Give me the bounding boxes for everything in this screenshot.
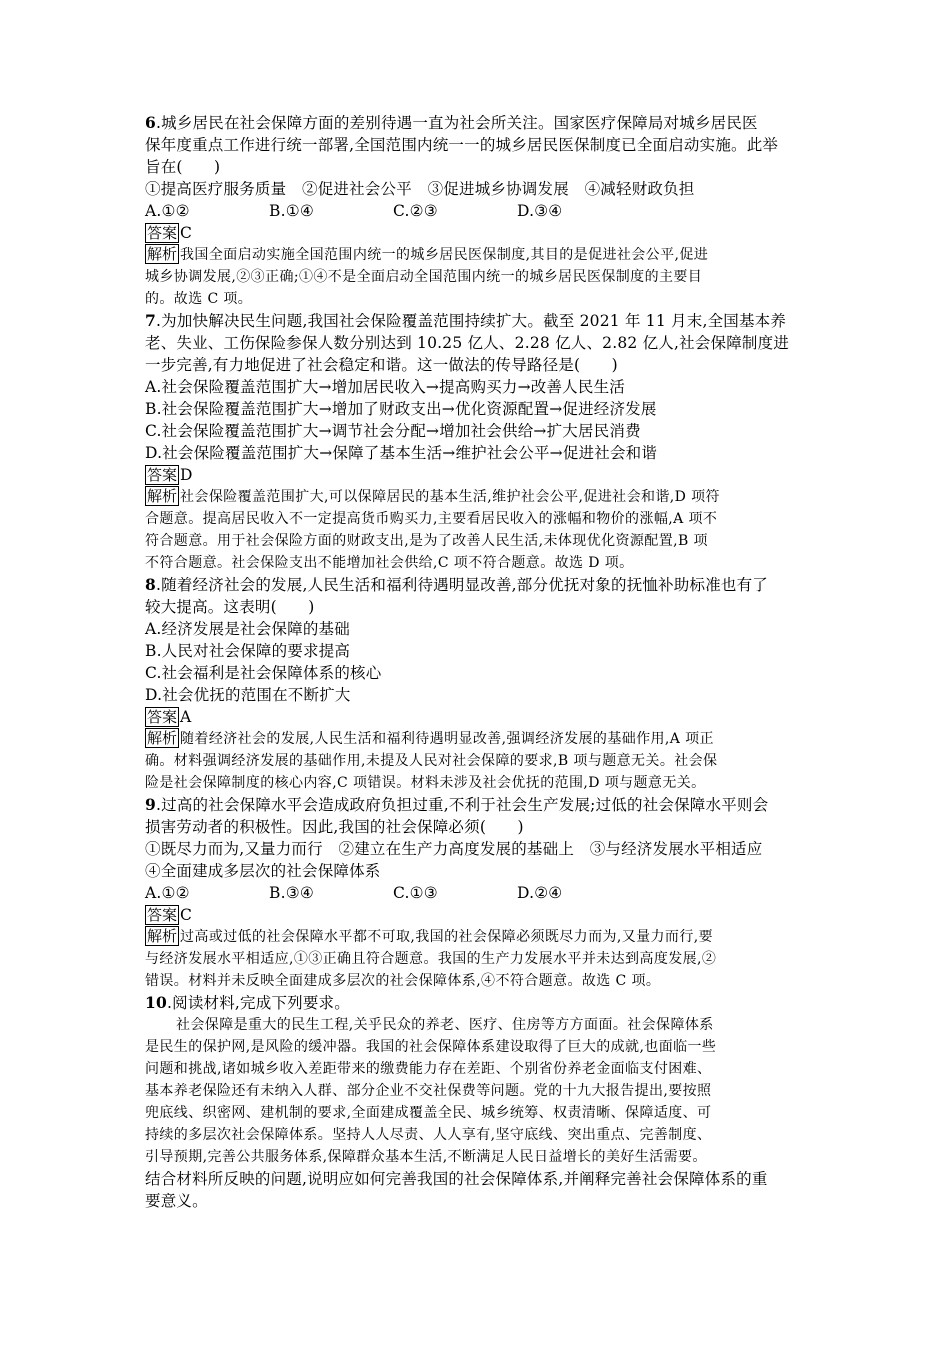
- option-d: D.②④: [517, 884, 563, 902]
- question-text: 旨在( ): [145, 158, 221, 176]
- question-number: 9: [145, 795, 156, 814]
- answer-value: D: [180, 466, 193, 484]
- analysis-line: 的。故选 C 项。: [145, 291, 253, 307]
- answer-line: [145, 222, 813, 244]
- answer-tag: 答案: [147, 708, 178, 726]
- analysis-line: 符合题意。用于社会保险方面的财政支出,是为了改善人民生活,未体现优化资源配置,B 项: [145, 533, 708, 549]
- question-text: 保年度重点工作进行统一部署,全国范围内统一一的城乡居民医保制度已全面启动实施。此举: [145, 136, 779, 154]
- material-text: 问题和挑战,诸如城乡收入差距带来的缴费能力存在差距、个别省份养老金面临支付困难、: [145, 1061, 712, 1077]
- answer-value: C: [180, 224, 193, 242]
- question-text: 为加快解决民生问题,我国社会保险覆盖范围持续扩大。截至 2021 年 11 月末,全国基本养: [161, 312, 787, 330]
- question-text: 城乡居民在社会保障方面的差别待遇一直为社会所关注。国家医疗保障局对城乡居民医: [161, 114, 758, 132]
- option-d: D.③④: [517, 202, 563, 220]
- answer-line: [145, 464, 813, 486]
- question-9: 9.过高的社会保障水平会造成政府负担过重,不利于社会生产发展;过低的社会保障水平则会 损害劳动者的积极性。因此,我国的社会保障必须( ) ①既尽力而为,又量力而行 ②建立在生产力高度发展的基础上 ③与经济发展水平相适应 ④全面建成多层次的社会保障体系 A.①② B.③④ C.①③ D.②④ 答案 C 解析 过高或过低的社会保障水平都不可取,我国的社会保障必须既尽力而为,又量力而行,要 与经济发展水平相适应,①③正确且符合题意。我国的生产力发展水平并未达到高度发展,② 错误。材料并未反映全面建成多层次的社会保障体系,④不符合题意。故选 C 项。: [145, 794, 813, 992]
- analysis-line: 解析 社会保险覆盖范围扩大,可以保障居民的基本生活,维护社会公平,促进社会和谐,D 项符: [147, 487, 720, 505]
- answer-tag: 答案: [147, 466, 178, 484]
- analysis-line: 不符合题意。社会保险支出不能增加社会供给,C 项不符合题意。故选 D 项。: [145, 555, 634, 571]
- question-text: 较大提高。这表明( ): [145, 598, 315, 616]
- question-7: 7.为加快解决民生问题,我国社会保险覆盖范围持续扩大。截至 2021 年 11 月末,全国基本养 老、失业、工伤保险参保人数分别达到 10.25 亿人、2.28 亿人、2.82 亿人,社会保障制度进 一步完善,有力地促进了社会稳定和谐。这一做法的传导路径是( ) A.社会保险覆盖范围扩大→增加居民收入→提高购买力→改善人民生活 B.社会保险覆盖范围扩大→增加了财政支出→优化资源配置→促进经济发展 C.社会保险覆盖范围扩大→调节社会分配→增加社会供给→扩大居民消费 D.社会保险覆盖范围扩大→保障了基本生活→维护社会公平→促进社会和谐 答案 D 解析 社会保险覆盖范围扩大,可以保障居民的基本生活,维护社会公平,促进社会和谐,D 项符 合题意。提高居民收入不一定提高货币购买力,主要看居民收入的涨幅和物价的涨幅,A 项不 符合题意。用于社会保险方面的财政支出,是为了改善人民生活,未体现优化资源配置,B 项 不符合题意。社会保险支出不能增加社会供给,C 项不符合题意。故选 D 项。: [145, 310, 813, 574]
- option-c: C.①③: [393, 884, 438, 902]
- option-a: A.①②: [145, 884, 190, 902]
- material-text: 社会保障是重大的民生工程,关乎民众的养老、医疗、住房等方方面面。社会保障体系: [176, 1017, 714, 1033]
- analysis-line: 与经济发展水平相适应,①③正确且符合题意。我国的生产力发展水平并未达到高度发展,②: [145, 951, 717, 967]
- analysis-line: 合题意。提高居民收入不一定提高货币购买力,主要看居民收入的涨幅和物价的涨幅,A 项不: [145, 511, 718, 527]
- option-b: B.人民对社会保障的要求提高: [145, 642, 351, 660]
- question-text: 损害劳动者的积极性。因此,我国的社会保障必须( ): [145, 818, 524, 836]
- question-number: 8: [145, 575, 156, 594]
- option-c: C.社会福利是社会保障体系的核心: [145, 664, 382, 682]
- option-b: B.①④: [269, 202, 314, 220]
- statement-items: ④全面建成多层次的社会保障体系: [145, 862, 381, 880]
- option-a: A.社会保险覆盖范围扩大→增加居民收入→提高购买力→改善人民生活: [145, 378, 625, 396]
- options-row: [145, 200, 813, 222]
- analysis-line: 解析 我国全面启动实施全国范围内统一的城乡居民医保制度,其目的是促进社会公平,促进: [147, 245, 709, 263]
- option-d: D.社会保险覆盖范围扩大→保障了基本生活→维护社会公平→促进社会和谐: [145, 444, 658, 462]
- question-number: 6: [145, 113, 156, 132]
- material-text: 持续的多层次社会保障体系。坚持人人尽责、人人享有,坚守底线、突出重点、完善制度、: [145, 1127, 712, 1143]
- answer-value: A: [180, 708, 192, 726]
- material-text: 是民生的保护网,是风险的缓冲器。我国的社会保障体系建设取得了巨大的成就,也面临一些: [145, 1039, 717, 1055]
- analysis-line: 错误。材料并未反映全面建成多层次的社会保障体系,④不符合题意。故选 C 项。: [145, 973, 661, 989]
- answer-tag: 答案: [147, 224, 178, 242]
- question-10: 10.阅读材料,完成下列要求。 社会保障是重大的民生工程,关乎民众的养老、医疗、住房等方方面面。社会保障体系 是民生的保护网,是风险的缓冲器。我国的社会保障体系建设取得了巨大的成就,也面临一些 问题和挑战,诸如城乡收入差距带来的缴费能力存在差距、个别省份养老金面临支付困难、 基本养老保险还有未纳入人群、部分企业不交社保费等问题。党的十九大报告提出,要按照 兜底线、织密网、建机制的要求,全面建成覆盖全民、城乡统筹、权责清晰、保障适度、可 持续的多层次社会保障体系。坚持人人尽责、人人享有,坚守底线、突出重点、完善制度、 引导预期,完善公共服务体系,保障群众基本生活,不断满足人民日益增长的美好生活需要。 结合材料所反映的问题,说明应如何完善我国的社会保障体系,并阐释完善社会保障体系的重 要意义。: [145, 992, 813, 1212]
- options-row: [145, 882, 813, 904]
- analysis-line: 解析 过高或过低的社会保障水平都不可取,我国的社会保障必须既尽力而为,又量力而行,要: [147, 927, 713, 945]
- document-page: [145, 112, 813, 1212]
- statement-items: ①提高医疗服务质量 ②促进社会公平 ③促进城乡协调发展 ④减轻财政负担: [145, 180, 695, 198]
- option-c: C.社会保险覆盖范围扩大→调节社会分配→增加社会供给→扩大居民消费: [145, 422, 641, 440]
- statement-items: ①既尽力而为,又量力而行 ②建立在生产力高度发展的基础上 ③与经济发展水平相适应: [145, 840, 763, 858]
- option-d: D.社会优抚的范围在不断扩大: [145, 686, 351, 704]
- question-text: 过高的社会保障水平会造成政府负担过重,不利于社会生产发展;过低的社会保障水平则会: [161, 796, 769, 814]
- question-text: 老、失业、工伤保险参保人数分别达到 10.25 亿人、2.28 亿人、2.82 亿人,社会保障制度进: [145, 334, 790, 352]
- option-c: C.②③: [393, 202, 438, 220]
- analysis-tag: 解析: [147, 927, 178, 945]
- answer-line: [145, 904, 813, 926]
- answer-line: [145, 706, 813, 728]
- question-number: 7: [145, 311, 156, 330]
- analysis-tag: 解析: [147, 245, 178, 263]
- analysis-tag: 解析: [147, 729, 178, 747]
- answer-tag: 答案: [147, 906, 178, 924]
- requirement-text: 结合材料所反映的问题,说明应如何完善我国的社会保障体系,并阐释完善社会保障体系的重: [145, 1170, 768, 1188]
- analysis-line: 险是社会保障制度的核心内容,C 项错误。材料未涉及社会优抚的范围,D 项与题意无关。: [145, 775, 706, 791]
- question-text: 阅读材料,完成下列要求。: [172, 994, 350, 1012]
- question-text: 随着经济社会的发展,人民生活和福利待遇明显改善,部分优抚对象的抚恤补助标准也有了: [161, 576, 768, 594]
- option-a: A.经济发展是社会保障的基础: [145, 620, 350, 638]
- analysis-line: 解析 随着经济社会的发展,人民生活和福利待遇明显改善,强调经济发展的基础作用,A 项正: [147, 729, 714, 747]
- question-8: 8.随着经济社会的发展,人民生活和福利待遇明显改善,部分优抚对象的抚恤补助标准也有了 较大提高。这表明( ) A.经济发展是社会保障的基础 B.人民对社会保障的要求提高 C.社会福利是社会保障体系的核心 D.社会优抚的范围在不断扩大 答案 A 解析 随着经济社会的发展,人民生活和福利待遇明显改善,强调经济发展的基础作用,A 项正 确。材料强调经济发展的基础作用,未提及人民对社会保障的要求,B 项与题意无关。社会保 险是社会保障制度的核心内容,C 项错误。材料未涉及社会优抚的范围,D 项与题意无关。: [145, 574, 813, 794]
- question-text: 一步完善,有力地促进了社会稳定和谐。这一做法的传导路径是( ): [145, 356, 618, 374]
- material-text: 兜底线、织密网、建机制的要求,全面建成覆盖全民、城乡统筹、权责清晰、保障适度、可: [145, 1105, 712, 1121]
- analysis-line: 城乡协调发展,②③正确;①④不是全面启动全国范围内统一的城乡居民医保制度的主要目: [145, 269, 703, 285]
- material-text: 引导预期,完善公共服务体系,保障群众基本生活,不断满足人民日益增长的美好生活需要。: [145, 1149, 707, 1165]
- analysis-line: 确。材料强调经济发展的基础作用,未提及人民对社会保障的要求,B 项与题意无关。社会保: [145, 753, 718, 769]
- option-b: B.③④: [269, 884, 314, 902]
- material-text: 基本养老保险还有未纳入人群、部分企业不交社保费等问题。党的十九大报告提出,要按照: [145, 1083, 712, 1099]
- answer-value: C: [180, 906, 193, 924]
- analysis-tag: 解析: [147, 487, 178, 505]
- requirement-text: 要意义。: [145, 1192, 208, 1210]
- option-a: A.①②: [145, 202, 190, 220]
- option-b: B.社会保险覆盖范围扩大→增加了财政支出→优化资源配置→促进经济发展: [145, 400, 657, 418]
- question-number: 10: [145, 993, 167, 1012]
- question-6: 6.城乡居民在社会保障方面的差别待遇一直为社会所关注。国家医疗保障局对城乡居民医 保年度重点工作进行统一部署,全国范围内统一一的城乡居民医保制度已全面启动实施。此举 旨在( ) ①提高医疗服务质量 ②促进社会公平 ③促进城乡协调发展 ④减轻财政负担 A.①② B.①④ C.②③ D.③④ 答案 C 解析 我国全面启动实施全国范围内统一的城乡居民医保制度,其目的是促进社会公平,促进 城乡协调发展,②③正确;①④不是全面启动全国范围内统一的城乡居民医保制度的主要目 的。故选 C 项。: [145, 112, 813, 310]
